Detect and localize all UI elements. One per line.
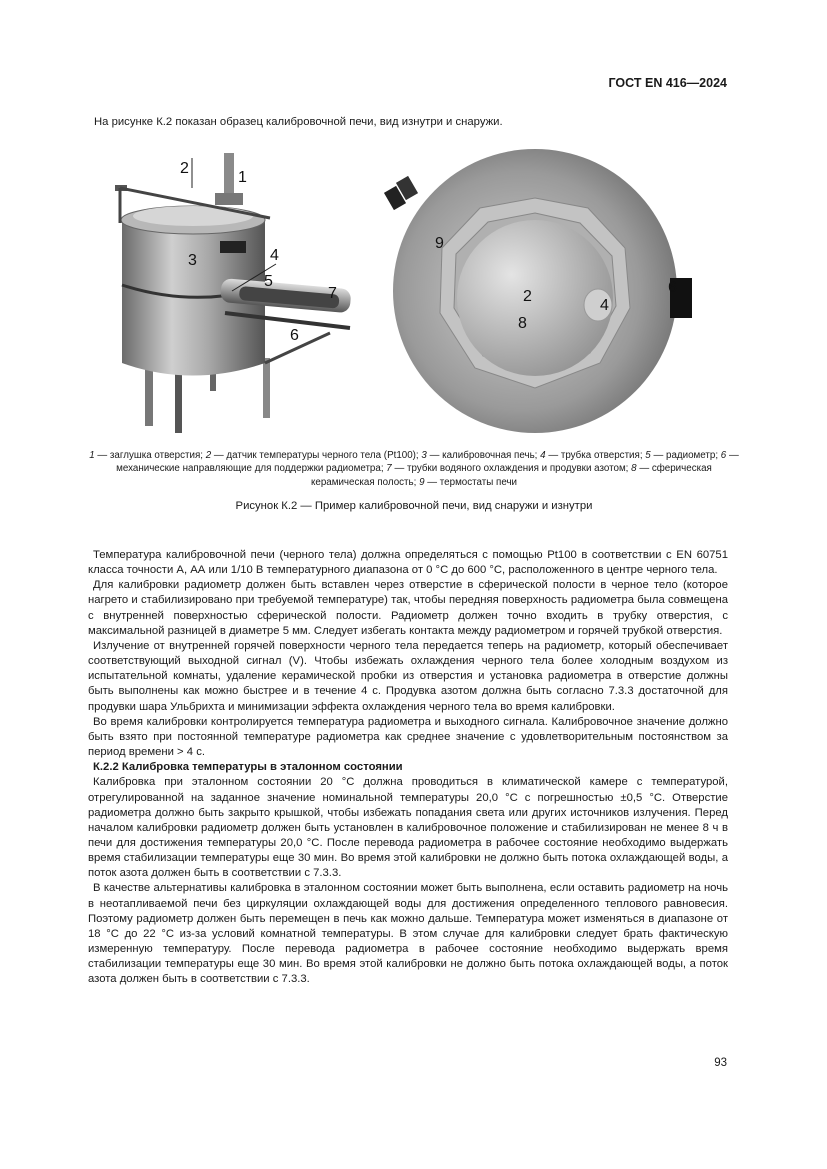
- figure-title: Рисунок К.2 — Пример калибровочной печи, вид снаружи и изнутри: [235, 500, 593, 512]
- fig-left-label-4: 4: [270, 247, 279, 264]
- furnace-interior-photo: [380, 148, 725, 438]
- legend-item: 2 — датчик температуры черного тела (Pt100);: [205, 450, 422, 461]
- legend-item: 9 — термостаты печи: [419, 476, 518, 488]
- figure-k2: [100, 148, 740, 438]
- paragraph: Во время калибровки контролируется температура радиометра и выходного сигнала. Калибровочное значение должно быть взято при постоянной температуре радиометра как среднее значение с удовлетворительным постоянством за период времени > 4 с.: [88, 715, 728, 759]
- fig-right-label-4: 4: [600, 297, 609, 314]
- body-text: [88, 548, 728, 988]
- fig-left-label-3: 3: [188, 252, 197, 269]
- legend-item: 6 — механические направляющие для поддержки радиометра;: [116, 450, 739, 475]
- fig-right-label-6: 6: [668, 279, 677, 296]
- section-heading: К.2.2 Калибровка температуры в эталонном состоянии: [93, 761, 403, 774]
- fig-left-label-5: 5: [264, 273, 273, 290]
- legend-item: 4 — трубка отверстия;: [540, 450, 646, 461]
- page-number: 93: [714, 1057, 727, 1069]
- intro-sentence: На рисунке К.2 показан образец калибровочной печи, вид изнутри и снаружи.: [94, 116, 503, 128]
- fig-right-label-8: 8: [518, 315, 527, 332]
- legend-item: 1 — заглушка отверстия;: [89, 450, 206, 461]
- furnace-exterior-photo: [100, 148, 380, 438]
- fig-left-label-1: 1: [238, 169, 247, 186]
- fig-left-label-2: 2: [180, 160, 189, 177]
- legend-item: 3 — калибровочная печь;: [421, 450, 541, 461]
- fig-left-label-6: 6: [290, 327, 299, 344]
- legend-item: 8 — сферическая керамическая полость;: [310, 463, 712, 488]
- fig-right-label-2: 2: [523, 288, 532, 305]
- paragraph: Излучение от внутренней горячей поверхности черного тела передается теперь на радиометр, который обеспечивает соответствующий выходной сигнал (V). Чтобы избежать охлаждения черного тела более холодным воздухом из испытательной комнаты, удаление керамической пробки из отверстия и установка радиометра в отверстие должны быть выполнены как можно быстрее и в течение 4 с. Продувка азотом должна быть согласно 7.3.3 достаточной для продувки шара Ульбрихта и минимизации эффекта охлаждения черного тела во время калибровки.: [88, 639, 728, 713]
- figure-legend: [88, 449, 740, 489]
- paragraph: Температура калибровочной печи (черного тела) должна определяться с помощью Pt100 в соответствии с EN 60751 класса точности А, АА или 1/10 В температурного диапазона от 0 °С до 600 °С, расположенного в центре черного тела.: [88, 549, 728, 577]
- legend-item: 5 — радиометр;: [645, 450, 721, 461]
- legend-item: 7 — трубки водяного охлаждения и продувки азотом;: [386, 463, 632, 475]
- paragraph: Для калибровки радиометр должен быть вставлен через отверстие в сферической полости в черное тело (которое нагрето и стабилизировано при требуемой температуре) так, чтобы передняя поверхность радиометра была совмещена с внутренней поверхностью сферической полости. Радиометр должен точно входить в трубку отверстия, с максимальной разницей в диаметре 5 мм. Следует избегать контакта между радиометром и горячей трубкой отверстия.: [88, 579, 728, 637]
- fig-left-label-7: 7: [328, 285, 337, 302]
- paragraph: Калибровка при эталонном состоянии 20 °С должна проводиться в климатической камере с температурой, отрегулированной на заданное значение номинальной температуры 20,0 °С с погрешностью ±0,5 °С. Отверстие радиометра должно быть закрыто крышкой, чтобы избежать попадания света или других источников излучения. Перед началом калибровки радиометр должен быть установлен в калибровочное положение и стабилизирован не менее 8 ч в печи для достижения температуры 20,0 °С. После перевода радиометра в рабочее состояние необходимо выдержать время стабилизации температуры еще 30 мин. Во время этой калибровки не должно быть потока охлаждающей воды, а поток азота должен быть в соответствии с 7.3.3.: [88, 776, 728, 880]
- paragraph: В качестве альтернативы калибровка в эталонном состоянии может быть выполнена, если оставить радиометр на ночь в неотапливаемой печи без циркуляции охлаждающей воды для достижения определенного теплового равновесия. Поэтому радиометр должен быть перемещен в печь как можно дальше. Температура может изменяться в диапазоне от 18 °С до 22 °С из-за условий комнатной температуры. В этом случае для калибровки следует брать фактическую измеренную температуру. После перевода радиометра в рабочее состояние необходимо выдержать время стабилизации температуры еще 30 мин. Во время этой калибровки не должно быть потока охлаждающей воды, а поток азота должен быть в соответствии с 7.3.3.: [88, 882, 728, 986]
- document-header: ГОСТ EN 416—2024: [608, 76, 727, 90]
- fig-right-label-9: 9: [435, 235, 444, 252]
